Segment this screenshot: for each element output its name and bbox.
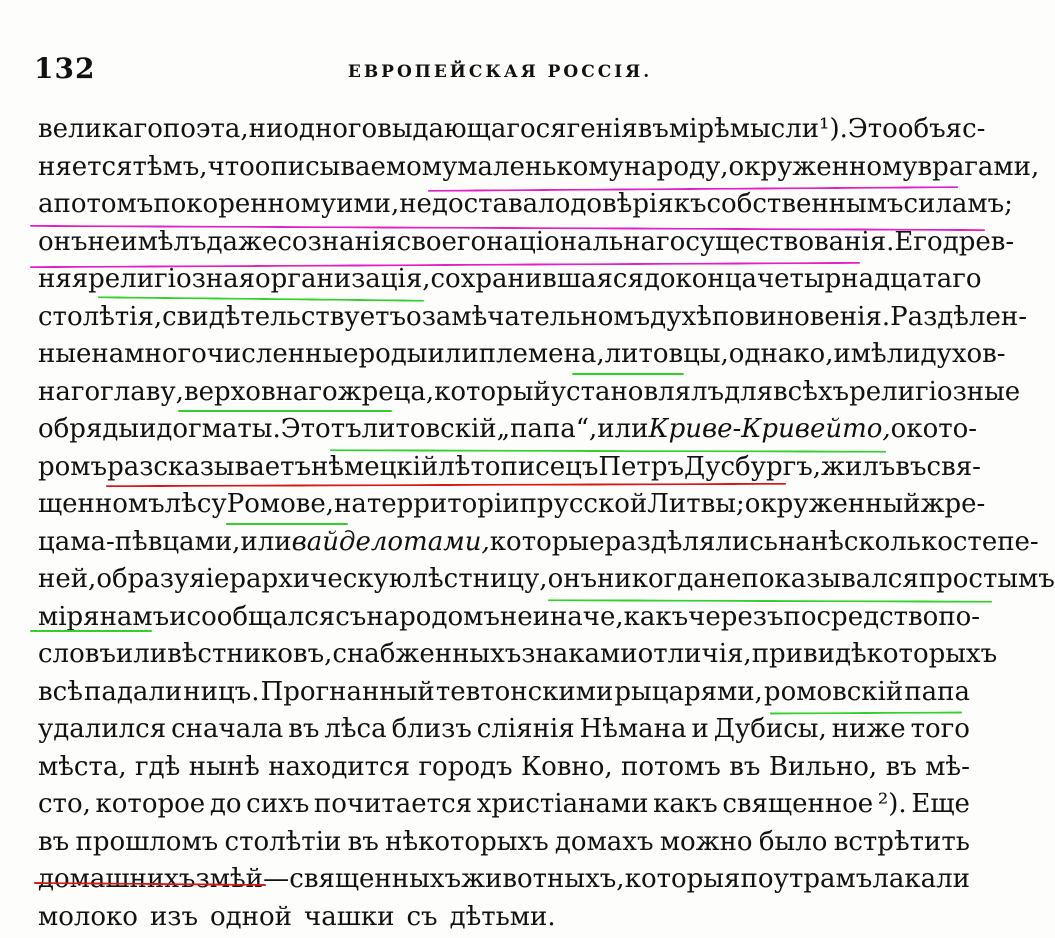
word: Нѣмана <box>579 714 687 744</box>
word: — <box>263 864 290 894</box>
word: народомъ <box>366 601 500 632</box>
word: Ковно, <box>520 751 613 782</box>
page-number: 132 <box>34 52 96 85</box>
word: конца <box>675 264 757 294</box>
word: гдѣ <box>135 751 181 782</box>
word: іерархическую <box>205 564 412 594</box>
word: видѣ <box>803 639 867 669</box>
word: сохранившаяся <box>430 264 644 294</box>
word: щенномъ <box>38 489 165 519</box>
word: не <box>499 601 533 632</box>
word: довѣрія <box>570 189 674 219</box>
word: ²). <box>877 789 907 819</box>
word: племена, <box>478 339 605 369</box>
word: объяс- <box>897 114 986 144</box>
word: одного <box>283 114 378 144</box>
word: повиновенія. <box>711 301 891 332</box>
word: одной <box>210 901 292 932</box>
text-line <box>38 827 970 863</box>
word: литовскій <box>361 414 497 444</box>
word: мірѣ <box>668 114 730 144</box>
word: съ <box>335 601 367 632</box>
word: поэта, <box>162 114 249 144</box>
text-line <box>38 376 1021 413</box>
word: дѣтьми. <box>449 901 556 932</box>
word: столѣтіи <box>224 826 342 857</box>
word: нынѣ <box>188 751 260 782</box>
word: жре- <box>920 489 986 519</box>
word: потомъ <box>53 189 154 219</box>
word: о <box>890 414 907 444</box>
text-line <box>38 564 1055 600</box>
word: христіанами <box>476 789 649 819</box>
text-line <box>38 714 970 750</box>
text-line <box>38 114 986 150</box>
word: какъ <box>653 789 718 819</box>
word: нѣсколько <box>810 526 953 557</box>
word: разсказываетъ <box>107 451 312 482</box>
text-line <box>38 264 982 300</box>
word: и <box>139 414 157 444</box>
word: потомъ <box>621 751 721 782</box>
word: няется <box>38 151 133 182</box>
word: сто, <box>38 789 91 819</box>
word: ницъ. <box>183 676 260 707</box>
word: змѣй <box>195 864 263 894</box>
word: Дусбургъ, <box>684 451 822 482</box>
word: ¹). <box>819 114 848 144</box>
word: словъ <box>38 639 116 669</box>
word: обряды <box>38 414 140 444</box>
word: въ <box>885 751 917 782</box>
word: до <box>209 789 242 819</box>
word: Его <box>894 226 943 257</box>
word: нѣмецкій <box>311 451 439 482</box>
word: папа <box>904 676 970 707</box>
word: духов- <box>920 339 1006 369</box>
word: какъ <box>623 601 689 632</box>
text-line <box>38 339 1006 375</box>
word: сихъ <box>246 789 310 819</box>
word: религіозная <box>88 264 256 294</box>
word: собственнымъ <box>706 189 904 219</box>
text-line <box>38 489 986 525</box>
word: иначе, <box>532 601 624 632</box>
text-line <box>38 301 1027 338</box>
word: падали <box>84 676 183 707</box>
word: мѣста, <box>38 751 127 782</box>
word: Прогнанный <box>260 676 435 707</box>
word: онъ <box>38 226 88 257</box>
word: лѣтописецъ <box>438 451 599 482</box>
word: священное <box>722 789 874 819</box>
word: въ <box>347 826 379 857</box>
word: городъ <box>418 751 513 782</box>
word: а <box>38 189 54 219</box>
word: прусской <box>519 489 648 519</box>
word: Ромове, <box>226 489 335 519</box>
word: утрамъ <box>773 864 873 894</box>
word: организація, <box>255 264 431 294</box>
word: прошломъ <box>75 826 219 857</box>
word: Вильно, <box>768 751 878 782</box>
word: Раздѣлен- <box>890 301 1027 332</box>
word: рыцарями, <box>614 676 763 707</box>
text-line <box>38 902 970 938</box>
word: маленькому <box>457 151 624 182</box>
text-line <box>38 864 970 900</box>
word: замѣчательномъ <box>421 301 651 332</box>
word: по- <box>938 601 981 632</box>
word: всѣ <box>38 676 83 707</box>
highlight-underline <box>30 630 152 632</box>
word: по <box>740 864 774 894</box>
word: однако, <box>728 339 834 369</box>
word: Дубисы, <box>713 714 827 744</box>
word: народу, <box>623 151 729 182</box>
word: всѣхъ <box>773 376 850 407</box>
word: даже <box>206 226 278 257</box>
word: сліянія <box>476 714 575 744</box>
word: Петръ <box>598 451 685 482</box>
word: лѣстницу, <box>411 564 548 594</box>
word: которые <box>489 526 605 557</box>
word: установлялъ <box>550 376 725 407</box>
word: раздѣлялись <box>604 526 778 557</box>
text-line <box>38 189 1013 225</box>
word: домахъ <box>554 826 654 857</box>
word: столѣтія, <box>38 301 163 332</box>
word: выдающагося <box>377 114 567 144</box>
word: показывался <box>741 564 919 594</box>
word: черезъ <box>688 601 784 632</box>
word: Еще <box>911 789 970 819</box>
word: тѣмъ, <box>132 151 208 182</box>
text-line <box>38 526 1039 563</box>
word: въ <box>637 114 669 144</box>
word: отличія, <box>637 639 752 669</box>
word: удалился <box>38 714 167 744</box>
word: няя <box>38 264 89 294</box>
word: Это <box>847 114 898 144</box>
word: на <box>91 339 125 369</box>
word: лѣсу <box>164 489 227 519</box>
word: и <box>691 714 709 744</box>
text-line <box>38 451 981 488</box>
word: „папа“, <box>496 414 598 444</box>
word: который <box>434 376 551 407</box>
word: къ <box>673 189 707 219</box>
word: того <box>910 714 970 744</box>
text-line <box>38 789 970 825</box>
word: территоріи <box>366 489 520 519</box>
word: или <box>597 414 649 444</box>
word: до <box>643 264 676 294</box>
text-line <box>38 752 970 788</box>
word: не <box>87 226 121 257</box>
word: почитается <box>313 789 473 819</box>
highlight-underline <box>178 410 392 412</box>
word: о <box>406 301 422 332</box>
word: снабженныхъ <box>332 639 522 669</box>
word: роды <box>358 339 428 369</box>
word: встрѣтить <box>833 826 970 857</box>
word: находится <box>268 751 411 782</box>
word: сознанія <box>277 226 397 257</box>
text-line <box>38 677 970 713</box>
word: имѣли <box>833 339 921 369</box>
word: на <box>777 526 811 557</box>
word: Этотъ <box>280 414 362 444</box>
word: или <box>115 639 168 669</box>
word: цама-пѣвцами, <box>38 526 241 557</box>
word: свидѣтельствуетъ <box>162 301 407 332</box>
word: образуя <box>96 564 206 594</box>
word: или <box>240 526 292 557</box>
word: жреца, <box>337 376 435 407</box>
word: покоренному <box>153 189 337 219</box>
word: главу, <box>100 376 184 407</box>
word: ими, <box>336 189 400 219</box>
word: лакали <box>872 864 970 894</box>
word: догматы. <box>156 414 281 444</box>
word: было <box>758 826 828 857</box>
word: онъ <box>547 564 598 594</box>
word: не <box>708 564 742 594</box>
word: и <box>169 601 187 632</box>
text-line <box>38 414 978 450</box>
word: генія <box>566 114 638 144</box>
word: наго <box>38 376 101 407</box>
word: мѣ- <box>925 751 970 782</box>
text-line <box>38 226 1015 263</box>
word: простымъ <box>918 564 1055 594</box>
word: силамъ; <box>903 189 1013 219</box>
word: лѣса <box>324 714 387 744</box>
word: національнаго <box>486 226 686 257</box>
word: на <box>334 489 367 519</box>
word: верховнаго <box>183 376 338 407</box>
word: степе- <box>952 526 1039 557</box>
word: домашнихъ <box>38 864 196 894</box>
word: религіозные <box>849 376 1021 407</box>
word: вайделотами, <box>291 526 490 557</box>
word: ромовскій <box>763 676 904 707</box>
word: въ <box>288 714 320 744</box>
word: въ <box>895 451 927 482</box>
word: Литвы; <box>647 489 745 519</box>
word: ни <box>248 114 284 144</box>
word: древ- <box>942 226 1015 257</box>
word: ней, <box>38 564 97 594</box>
word: вѣстниковъ, <box>167 639 333 669</box>
highlight-underline <box>572 373 684 375</box>
word: многочисленные <box>124 339 359 369</box>
word: мірянамъ <box>38 601 170 632</box>
text-line <box>38 151 1040 188</box>
word: сначала <box>171 714 284 744</box>
text-line <box>38 639 998 675</box>
word: свя- <box>926 451 981 482</box>
word: жилъ <box>821 451 896 482</box>
word: литовцы, <box>604 339 729 369</box>
word: при <box>751 639 803 669</box>
word: никогда <box>597 564 709 594</box>
word: имѣлъ <box>120 226 207 257</box>
word: знаками <box>521 639 638 669</box>
word: близъ <box>391 714 472 744</box>
word: можно <box>659 826 753 857</box>
word: животныхъ, <box>461 864 625 894</box>
word: нѣкоторыхъ <box>385 826 549 857</box>
word: мысли <box>729 114 820 144</box>
word: своего <box>396 226 487 257</box>
word: или <box>427 339 479 369</box>
page-header <box>34 52 966 92</box>
word: посредство <box>783 601 939 632</box>
word: сообщался <box>186 601 336 632</box>
word: которыя <box>624 864 741 894</box>
word: въ <box>729 751 761 782</box>
word: въ <box>38 826 70 857</box>
word: существованія. <box>685 226 895 257</box>
word: что <box>207 151 255 182</box>
word: врагами, <box>917 151 1040 182</box>
word: великаго <box>38 114 163 144</box>
word: священныхъ <box>289 864 461 894</box>
text-line <box>38 601 981 638</box>
word: духѣ <box>650 301 712 332</box>
word: Криве-Кривейто, <box>648 414 891 444</box>
word: ромъ <box>38 451 108 482</box>
running-title: ЕВРОПЕЙСКАЯ РОССІЯ. <box>347 62 653 82</box>
word: ниже <box>831 714 906 744</box>
word: которое <box>95 789 206 819</box>
word: тевтонскими <box>435 676 614 707</box>
word: молоко <box>38 901 138 932</box>
word: окруженному <box>728 151 918 182</box>
word: недоставало <box>399 189 571 219</box>
word: которыхъ <box>866 639 998 669</box>
word: описываемому <box>254 151 458 182</box>
word: окруженный <box>744 489 921 519</box>
word: чашки <box>304 901 395 932</box>
word: для <box>724 376 774 407</box>
word: изъ <box>149 901 199 932</box>
word: кото- <box>906 414 978 444</box>
word: четырнадцатаго <box>756 264 982 294</box>
word: ные <box>38 339 92 369</box>
word: съ <box>406 901 438 932</box>
highlight-underline <box>226 523 348 525</box>
